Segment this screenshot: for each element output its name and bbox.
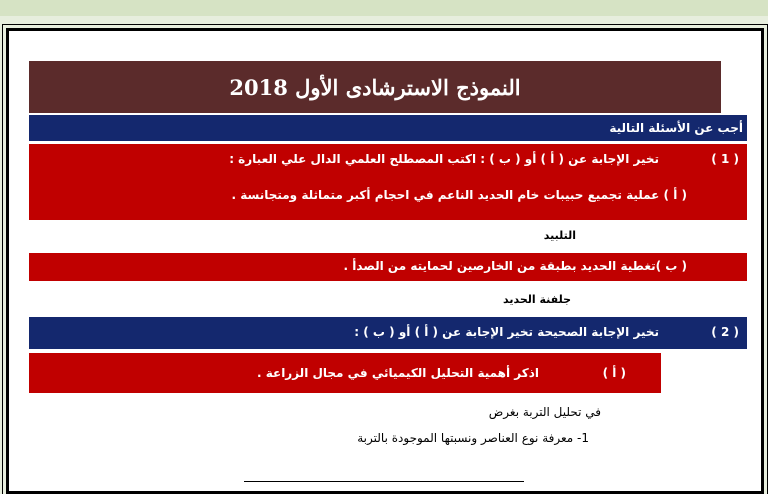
question-2-number: ( 2 ) [711,325,739,339]
question-1-number: ( 1 ) [711,152,739,166]
question-1-b-answer: جلفنة الحديد [503,293,571,306]
top-band [0,0,768,16]
question-1-a-text: ( أ ) عملية تجميع حبيبات خام الحديد الناعم في احجام أكبر متماثلة ومتجانسة . [231,188,687,202]
document-frame [6,28,764,494]
question-2-prompt: تخير الإجابة الصحيحة تخير الإجابة عن ( أ ) أو ( ب ) : [354,325,659,339]
instruction-bar [29,115,747,141]
question-1-b-text: ( ب )تغطية الحديد بطبقة من الخارصين لحمايته من الصدأ . [343,259,687,273]
question-1-a-answer: التلبيد [543,229,576,242]
question-1-b-box [29,253,747,281]
page-title: النموذج الاسترشادى الأول 2018 [29,61,721,113]
question-1-box [29,144,747,220]
question-2-box [29,317,747,349]
question-1-prompt: تخير الإجابة عن ( أ ) أو ( ب ) : اكتب المصطلح العلمي الدال علي العبارة : [229,152,659,166]
answer-item-1: 1- معرفة نوع العناصر ونسبتها الموجودة بالتربة [357,431,589,445]
instruction-text: أجب عن الأسئلة التالية [609,121,743,135]
divider-line [244,481,524,482]
answer-intro: في تحليل التربة بغرض [488,405,601,419]
question-2-a-text: اذكر أهمية التحليل الكيميائي في مجال الزراعة . [256,366,539,380]
question-2-a-box [29,353,661,393]
question-2-a-label: ( أ ) [602,366,626,380]
